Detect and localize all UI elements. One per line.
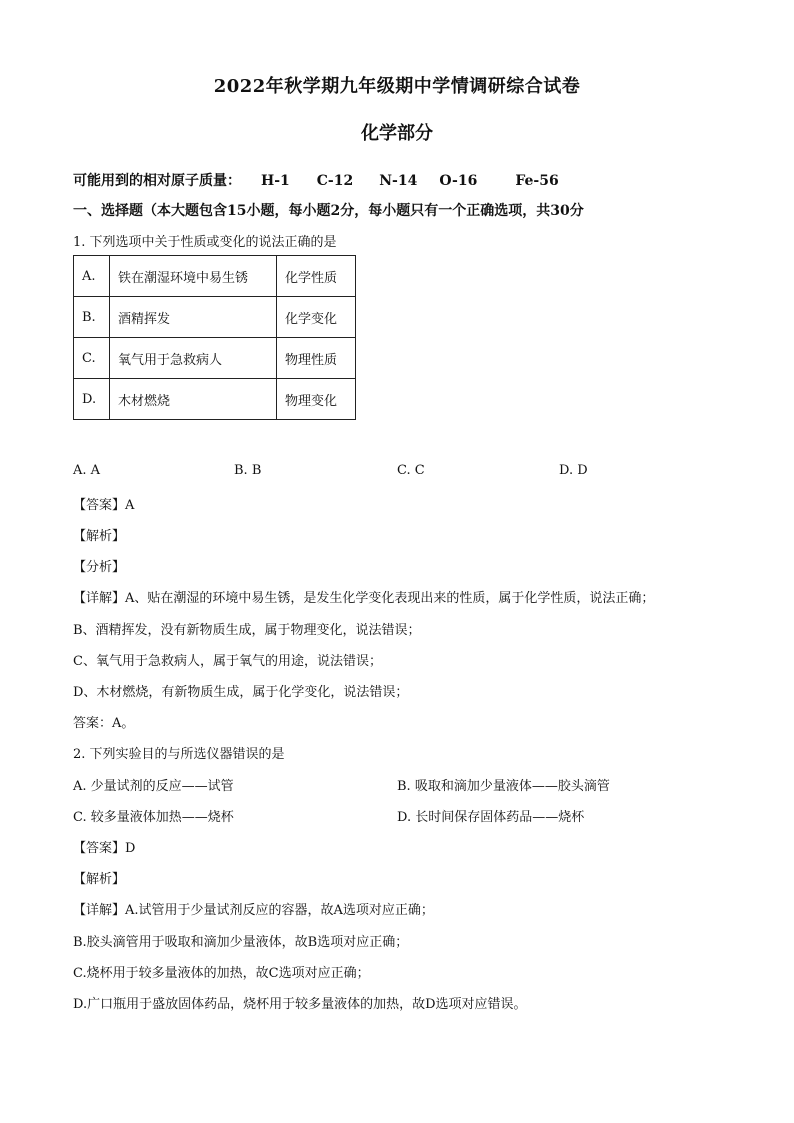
choice-b: B. 吸取和滴加少量液体——胶头滴管 xyxy=(397,779,610,794)
table-cell: 木材燃烧 xyxy=(110,379,277,420)
page-title: 2022年秋学期九年级期中学情调研综合试卷 xyxy=(213,76,581,97)
table-row xyxy=(74,256,356,297)
mass-item: H-1 xyxy=(261,173,290,189)
detail-line: 【详解】A.试管用于少量试剂反应的容器，故A选项对应正确； xyxy=(73,903,434,918)
section-heading: 一、选择题（本大题包含15小题，每小题2分，每小题只有一个正确选项，共30分 xyxy=(73,203,584,219)
table-cell: D. xyxy=(74,379,110,420)
table-cell: B. xyxy=(74,297,110,338)
mass-item: N-14 xyxy=(379,173,418,189)
table-cell: 酒精挥发 xyxy=(110,297,277,338)
analysis-tag: 【解析】 xyxy=(73,872,126,887)
mass-item: O-16 xyxy=(439,173,478,189)
mass-item: Fe-56 xyxy=(515,173,559,189)
choice-a: A. 少量试剂的反应——试管 xyxy=(73,779,234,794)
choice-c: C. C xyxy=(397,463,425,478)
detail-line: B.胶头滴管用于吸取和滴加少量液体，故B选项对应正确； xyxy=(73,935,409,950)
table-cell: 物理性质 xyxy=(277,338,356,379)
table-cell: 物理变化 xyxy=(277,379,356,420)
analysis-sub-tag: 【分析】 xyxy=(73,560,126,575)
answer-line: 【答案】D xyxy=(73,841,136,856)
table-cell: A. xyxy=(74,256,110,297)
detail-line: C.烧杯用于较多量液体的加热，故C选项对应正确； xyxy=(73,966,370,981)
detail-line: C、氧气用于急救病人，属于氧气的用途，说法错误； xyxy=(73,654,382,669)
detail-line: B、酒精挥发，没有新物质生成，属于物理变化，说法错误； xyxy=(73,623,421,638)
table-row xyxy=(74,338,356,379)
analysis-tag: 【解析】 xyxy=(73,529,126,544)
question-1-stem: 1. 下列选项中关于性质或变化的说法正确的是 xyxy=(73,235,337,250)
detail-line: D、木材燃烧，有新物质生成，属于化学变化，说法错误； xyxy=(73,685,409,700)
table-cell: C. xyxy=(74,338,110,379)
table-row xyxy=(74,379,356,420)
table-cell: 铁在潮湿环境中易生锈 xyxy=(110,256,277,297)
atomic-masses-line xyxy=(73,170,559,190)
atomic-masses-label: 可能用到的相对原子质量： xyxy=(73,173,241,189)
choice-d: D. D xyxy=(559,463,588,478)
options-table xyxy=(73,255,356,420)
table-cell: 化学变化 xyxy=(277,297,356,338)
choice-c: C. 较多量液体加热——烧杯 xyxy=(73,810,234,825)
mass-item: C-12 xyxy=(316,173,354,189)
choice-a: A. A xyxy=(73,463,101,478)
choice-d: D. 长时间保存固体药品——烧杯 xyxy=(397,810,585,825)
table-cell: 化学性质 xyxy=(277,256,356,297)
question-2-stem: 2. 下列实验目的与所选仪器错误的是 xyxy=(73,747,285,762)
page-subtitle: 化学部分 xyxy=(361,123,433,144)
answer-line: 【答案】A xyxy=(73,498,135,513)
detail-line: 答案：A。 xyxy=(73,716,135,731)
detail-line: D.广口瓶用于盛放固体药品，烧杯用于较多量液体的加热，故D选项对应错误。 xyxy=(73,997,527,1012)
choice-b: B. B xyxy=(234,463,262,478)
table-cell: 氧气用于急救病人 xyxy=(110,338,277,379)
table-row xyxy=(74,297,356,338)
detail-line: 【详解】A、贴在潮湿的环境中易生锈，是发生化学变化表现出来的性质，属于化学性质，说法正确； xyxy=(73,591,655,606)
